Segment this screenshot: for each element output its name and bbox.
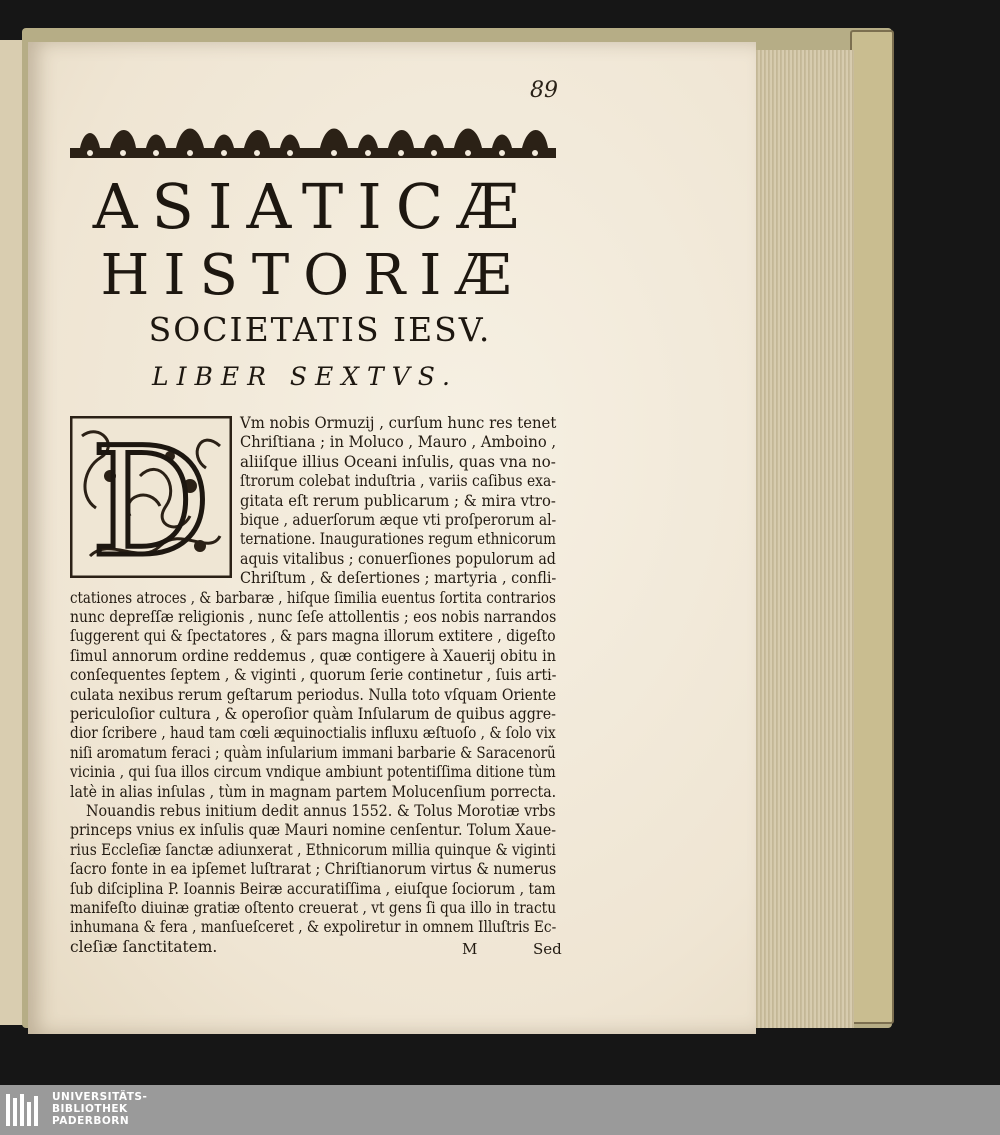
text-line: dior ſcribere , haud tam cœli æquinoctialis influxu æſtuoſo , & ſolo vix — [70, 724, 556, 743]
text-line: rius Eccleſiæ ſanctæ adiunxerat , Ethnicorum millia quinque & viginti — [70, 840, 556, 859]
text-line: ſub diſciplina P. Ioannis Beiræ accuratiſſima , eiuſque ſociorum , tam — [70, 879, 556, 898]
text-line: gitata eſt rerum publicarum ; & mira vtro- — [240, 491, 556, 510]
text-line: niſi aromatum feraci ; quàm inſularium immani barbarie & Saracenorũ — [70, 743, 556, 762]
text-line: ternatione. Inaugurationes regum ethnicorum — [240, 530, 556, 549]
logo-line-2: BIBLIOTHEK — [52, 1103, 128, 1115]
text-line: Nouandis rebus initium dedit annus 1552. & Tolus Morotiæ vrbs — [86, 802, 556, 820]
text-line: bique , aduerſorum æque vti proſperorum al- — [240, 511, 557, 529]
book-subtitle: LIBER SEXTVS. — [152, 362, 458, 391]
text-line: ſimul annorum ordine reddemus , quæ contigere à Xauerij obitu in — [70, 646, 557, 665]
library-logo-text — [52, 1091, 147, 1127]
text-line: Chriſtiana ; in Moluco , Mauro , Amboino , — [240, 433, 557, 452]
text-line: aliiſque illius Oceani inſulis, quas vna no- — [240, 452, 556, 471]
library-bars-icon — [6, 1092, 44, 1128]
text-line: inhumana & fera , manſueſceret , & expoliretur in omnem Illuſtris Ec- — [70, 918, 557, 937]
text-line: ſtrorum colebat induſtria , variis caſibus exa- — [240, 472, 556, 491]
text-line: princeps vnius ex inſulis quæ Mauri nomine cenſentur. Tolum Xaue- — [70, 821, 557, 840]
decorated-initial — [70, 416, 232, 578]
text-line: periculoſior cultura , & operoſior quàm Inſularum de quibus aggre- — [70, 705, 556, 723]
text-line: latè in alias inſulas , tùm in magnam partem Molucenſium porrecta. — [70, 782, 557, 801]
title-line-3: SOCIETATIS IESV. — [148, 310, 492, 349]
text-line: Vm nobis Ormuzij , curſum hunc res tenet — [240, 414, 557, 432]
title-line-1: ASIATICÆ — [92, 170, 534, 243]
text-line: cleſiæ ſanctitatem. — [70, 937, 218, 956]
signature-mark: M — [462, 940, 478, 958]
logo-line-3: PADERBORN — [52, 1115, 130, 1127]
logo-line-1: UNIVERSITÄTS- — [52, 1091, 148, 1103]
text-line: ſuggerent qui & ſpectatores , & pars magna illorum extitere , digeſto — [70, 627, 556, 646]
initial-letter: D — [90, 416, 212, 578]
text-line: nunc depreſſæ religionis , nunc ſeſe attollentis ; eos nobis narrandos — [70, 608, 557, 626]
ornamental-headpiece — [70, 118, 556, 164]
book-board — [850, 30, 894, 1024]
text-line: conſequentes ſeptem , & viginti , quorum ſerie continetur , ſuis arti- — [70, 666, 557, 685]
text-line: aquis vitalibus ; conuerſiones populorum ad — [240, 549, 556, 568]
text-line: Chriſtum , & deſertiones ; martyria , confli- — [240, 569, 557, 588]
page-edges — [752, 50, 854, 1028]
catchword: Sed — [533, 940, 562, 958]
text-line: manifeſto diuinæ gratiæ oſtento creuerat , vt gens ſi qua illo in tractu — [70, 899, 557, 917]
title-line-2: HISTORIÆ — [100, 243, 526, 308]
text-line: vicinia , qui ſua illos circum vndique ambiunt potentiſſima ditione tùm — [70, 763, 556, 782]
text-line: ctationes atroces , & barbaræ , hiſque ſimilia euentus ſortita contrarios — [70, 588, 556, 607]
text-line: ſacro fonte in ea ipſemet luſtrarat ; Chriſtianorum virtus & numerus — [70, 860, 557, 879]
page-number: 89 — [530, 78, 558, 103]
text-line: culata nexibus rerum geſtarum periodus. Nulla toto vſquam Oriente — [70, 685, 557, 704]
library-footer — [0, 1085, 1000, 1135]
